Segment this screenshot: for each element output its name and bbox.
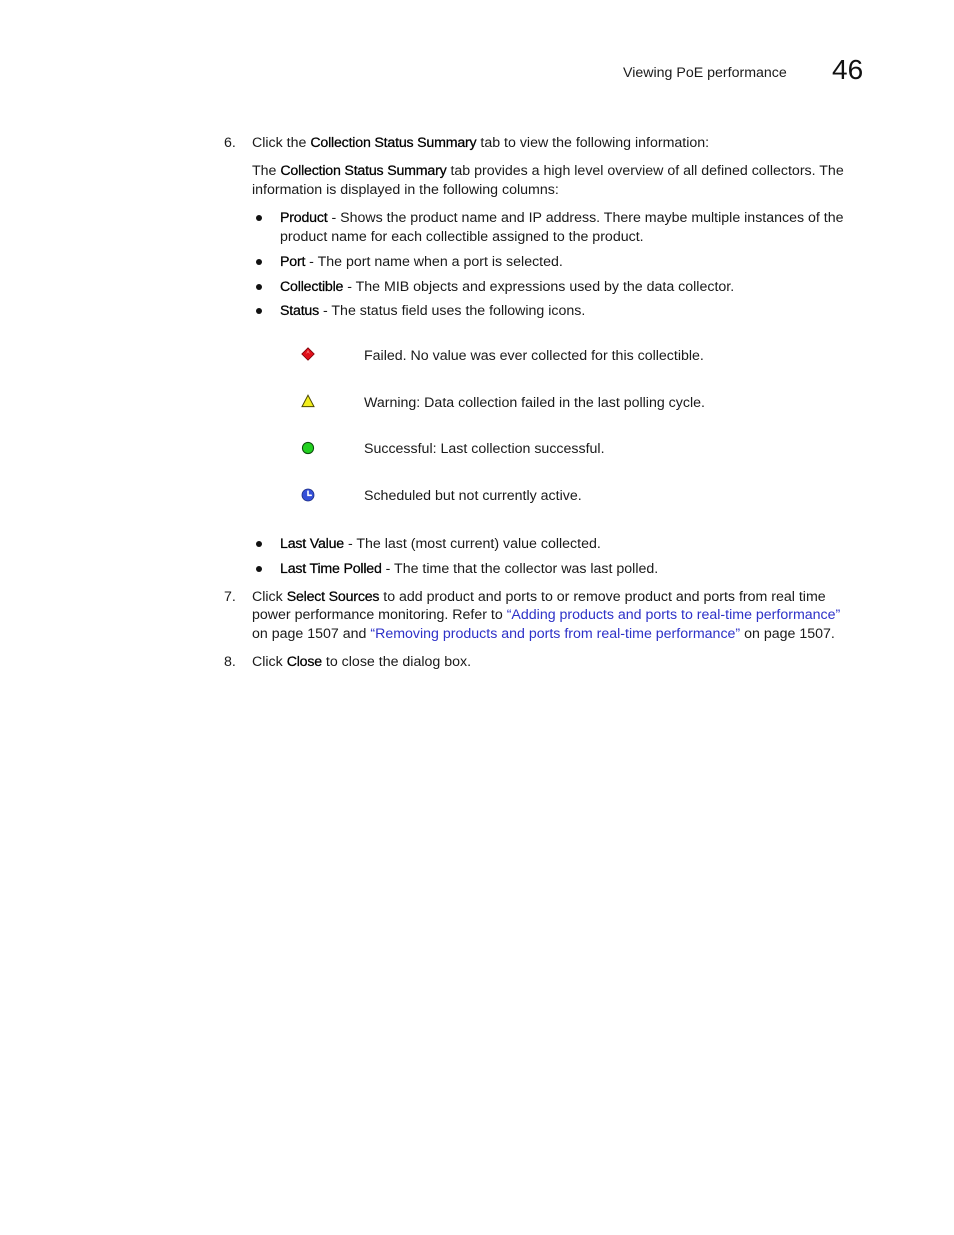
step-number: 6. — [224, 135, 236, 151]
step-number: 8. — [224, 654, 236, 670]
bullet-text: - The MIB objects and expressions used by the data collector. — [343, 279, 735, 295]
scheduled-clock-icon — [301, 488, 315, 502]
ui-term: Collection Status Summary — [280, 163, 447, 179]
status-scheduled-text: Scheduled but not currently active. — [364, 488, 582, 504]
bullet-text: - Shows the product name and IP address. There maybe multiple instances of the — [327, 210, 844, 226]
step7-line2 — [252, 607, 840, 623]
bullet-dot — [256, 259, 262, 265]
column-term: Last Time Polled — [280, 561, 382, 577]
step7-line3 — [252, 626, 835, 642]
ui-term: Select Sources — [286, 589, 380, 605]
column-term: Status — [280, 303, 320, 319]
bullet-port — [280, 254, 563, 270]
bullet-dot — [256, 566, 262, 572]
xref-link-removing-products[interactable]: “Removing products and ports from real-time performance” — [370, 626, 741, 642]
xref-link-adding-products[interactable]: “Adding products and ports to real-time performance” — [506, 607, 841, 623]
failed-diamond-icon — [301, 347, 315, 361]
bullet-text: - The time that the collector was last polled. — [381, 561, 659, 577]
column-term: Port — [280, 254, 306, 270]
column-term: Product — [280, 210, 328, 226]
step7-text: to add product and ports to or remove product and ports from real time — [379, 589, 826, 605]
status-successful-text: Successful: Last collection successful. — [364, 441, 605, 457]
bullet-product — [280, 210, 844, 226]
bullet-status — [280, 303, 585, 319]
step6-description-line2: information is displayed in the following columns: — [252, 182, 559, 198]
step-number: 7. — [224, 589, 236, 605]
desc-text: tab provides a high level overview of all defined collectors. The — [446, 163, 844, 179]
bullet-dot — [256, 284, 262, 290]
bullet-text: - The status field uses the following icons. — [319, 303, 586, 319]
step7-text: Click — [252, 589, 287, 605]
step8-text: Click — [252, 654, 287, 670]
chapter-number: 46 — [832, 54, 864, 85]
bullet-dot — [256, 308, 262, 314]
bullet-dot — [256, 215, 262, 221]
bullet-last-value — [280, 536, 601, 552]
bullet-last-time-polled — [280, 561, 658, 577]
desc-text: The — [252, 163, 281, 179]
bullet-product-line2: product name for each collectible assigned to the product. — [280, 229, 644, 245]
step6-intro — [252, 135, 709, 151]
step6-text: tab to view the following information: — [476, 135, 710, 151]
step7-text: power performance monitoring. Refer to — [252, 607, 507, 623]
step6-description-line1 — [252, 163, 844, 179]
ui-term: Close — [286, 654, 322, 670]
bullet-dot — [256, 541, 262, 547]
step7-text: on page 1507 and — [252, 626, 371, 642]
running-header-title: Viewing PoE performance — [623, 65, 787, 81]
status-failed-text: Failed. No value was ever collected for this collectible. — [364, 348, 704, 364]
ui-term: Collection Status Summary — [310, 135, 477, 151]
step6-text: Click the — [252, 135, 311, 151]
column-term: Collectible — [280, 279, 344, 295]
column-term: Last Value — [280, 536, 344, 552]
warning-triangle-icon — [301, 394, 315, 408]
step7-line1 — [252, 589, 826, 605]
step7-text: on page 1507. — [740, 626, 835, 642]
step8-line — [252, 654, 471, 670]
success-circle-icon — [301, 441, 315, 455]
bullet-text: - The port name when a port is selected. — [305, 254, 563, 270]
status-warning-text: Warning: Data collection failed in the last polling cycle. — [364, 395, 705, 411]
bullet-text: - The last (most current) value collected. — [344, 536, 601, 552]
step8-text: to close the dialog box. — [321, 654, 472, 670]
bullet-collectible — [280, 279, 734, 295]
